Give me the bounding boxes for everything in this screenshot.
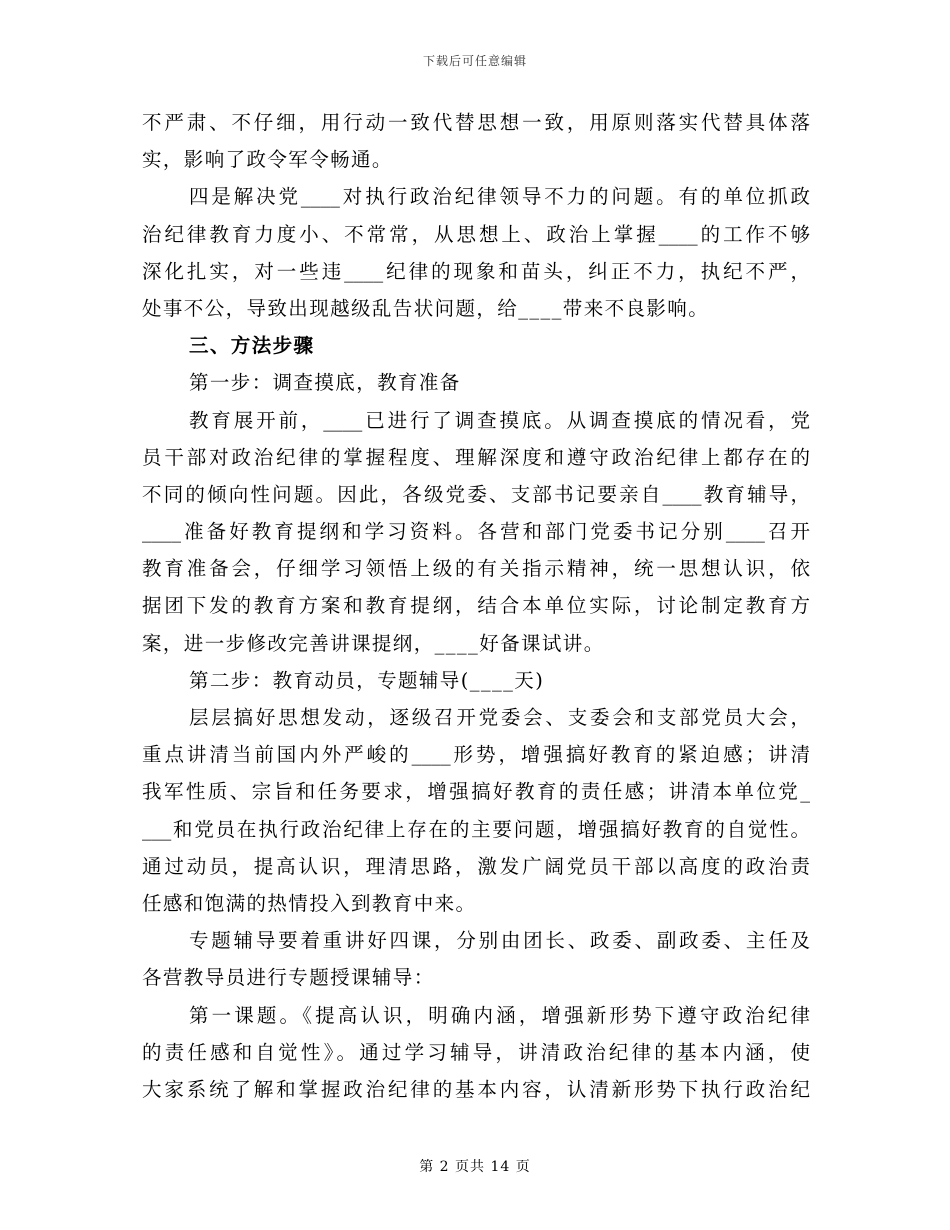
text-line: 我军性质、宗旨和任务要求，增强搞好教育的责任感；讲清本单位党_ (142, 780, 810, 804)
text-line: 员干部对政治纪律的掌握程度、理解深度和遵守政治纪律上都存在的 (142, 445, 810, 469)
text-line: 层层搞好思想发动，逐级召开党委会、支委会和支部党员大会， (189, 706, 810, 729)
text-line: 四是解决党____对执行政治纪律领导不力的问题。有的单位抓政 (189, 185, 810, 209)
document-body (142, 104, 810, 1108)
text-line: 教育准备会，仔细学习领悟上级的有关指示精神，统一思想认识，依 (142, 557, 810, 581)
text-line: ____准备好教育提纲和学习资料。各营和部门党委书记分别____召开 (142, 520, 810, 544)
text-line: 的责任感和自觉性》。通过学习辅导，讲清政治纪律的基本内涵，使 (142, 1040, 810, 1064)
text-line: 专题辅导要着重讲好四课，分别由团长、政委、副政委、主任及 (189, 929, 810, 953)
text-line: 实，影响了政令军令畅通。 (142, 148, 393, 172)
text-line: 案，进一步修改完善讲课提纲，____好备课试讲。 (142, 631, 605, 655)
text-line: 通过动员，提高认识，理清思路，激发广阔党员干部以高度的政治责 (142, 854, 810, 878)
text-line: 不同的倾向性问题。因此，各级党委、支部书记要亲自____教育辅导， (142, 482, 810, 506)
text-line: ___和党员在执行政治纪律上存在的主要问题，增强搞好教育的自觉性。 (142, 817, 810, 841)
text-line: 任感和饱满的热情投入到教育中来。 (142, 891, 477, 915)
text-line: 大家系统了解和掌握政治纪律的基本内容，认清新形势下执行政治纪 (142, 1077, 810, 1101)
page-header: 下载后可任意编辑 (422, 54, 527, 68)
text-line: 深化扎实，对一些违____纪律的现象和苗头，纠正不力，执纪不严， (142, 259, 810, 283)
text-line: 据团下发的教育方案和教育提纲，结合本单位实际，讨论制定教育方 (142, 594, 810, 618)
step-heading: 第一步：调查摸底，教育准备 (189, 371, 461, 395)
section-heading: 三、方法步骤 (189, 334, 315, 358)
text-line: 不严肃、不仔细，用行动一致代替思想一致，用原则落实代替具体落 (142, 111, 810, 134)
page-footer: 第 2 页共 14 页 (419, 1159, 531, 1175)
text-line: 重点讲清当前国内外严峻的____形势，增强搞好教育的紧迫感；讲清 (142, 743, 810, 767)
text-line: 处事不公，导致出现越级乱告状问题，给____带来不良影响。 (142, 296, 710, 320)
text-line: 教育展开前，____已进行了调查摸底。从调查摸底的情况看，党 (189, 408, 810, 432)
text-line: 各营教导员进行专题授课辅导： (142, 966, 435, 990)
step-heading: 第二步：教育动员，专题辅导(____天) (189, 668, 545, 692)
text-line: 治纪律教育力度小、不常常，从思想上、政治上掌握____的工作不够 (142, 222, 810, 246)
text-line: 第一课题。《提高认识，明确内涵，增强新形势下遵守政治纪律 (189, 1003, 810, 1027)
